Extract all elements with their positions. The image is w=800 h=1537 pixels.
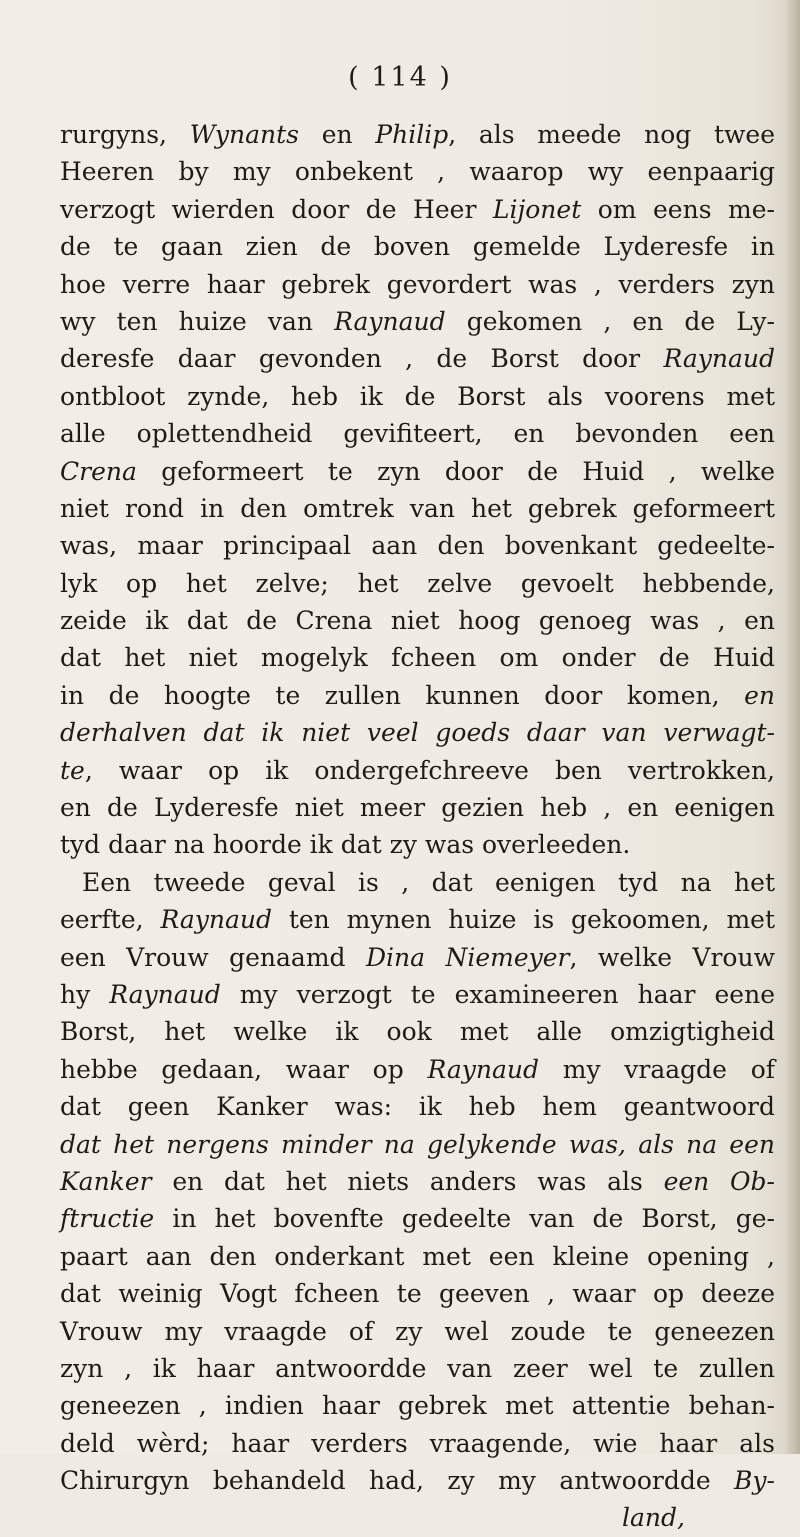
text-segment: my verzogt te examineeren haar eene bbox=[220, 979, 775, 1009]
text-line bbox=[60, 266, 775, 303]
text-segment: was, maar principaal aan den bovenkant gedeelte- bbox=[60, 531, 775, 561]
text-segment: geneezen , indien haar gebrek met attentie behan- bbox=[60, 1391, 775, 1421]
italic-text: Raynaud bbox=[109, 979, 221, 1009]
text-line bbox=[60, 228, 775, 265]
text-line bbox=[60, 565, 775, 602]
italic-text: Raynaud bbox=[160, 905, 272, 935]
text-line bbox=[60, 976, 775, 1013]
italic-text: Lijonet bbox=[492, 194, 582, 224]
text-line bbox=[60, 864, 775, 901]
text-segment: dat geen Kanker was: ik heb hem geantwoord bbox=[60, 1092, 775, 1122]
text-segment: de te gaan zien de boven gemelde Lyderesfe in bbox=[60, 232, 775, 262]
text-segment: om eens me- bbox=[581, 194, 775, 224]
text-segment: paart aan den onderkant met een kleine opening , bbox=[60, 1241, 775, 1271]
italic-text: Crena bbox=[60, 456, 137, 486]
text-line bbox=[60, 1275, 775, 1312]
text-line bbox=[60, 191, 775, 228]
text-segment: tyd daar na hoorde ik dat zy was overleeden. bbox=[60, 830, 631, 860]
text-segment: en dat het niets anders was als bbox=[151, 1166, 664, 1196]
text-line bbox=[60, 1425, 775, 1462]
text-line bbox=[60, 1200, 775, 1237]
text-segment: deresfe daar gevonden , de Borst door bbox=[60, 344, 664, 374]
text-line bbox=[60, 1462, 775, 1499]
text-line bbox=[60, 153, 775, 190]
text-segment: Chirurgyn behandeld had, zy my antwoordde bbox=[60, 1466, 735, 1496]
text-line bbox=[60, 415, 775, 452]
text-segment: verzogt wierden door de Heer bbox=[60, 194, 493, 224]
text-segment: gekomen , en de Ly- bbox=[445, 306, 775, 336]
text-segment: lyk op het zelve; het zelve gevoelt hebbende, bbox=[60, 568, 775, 598]
italic-text: Raynaud bbox=[663, 344, 775, 374]
italic-text: Raynaud bbox=[334, 306, 446, 336]
text-segment: in het bovenfte gedeelte van de Borst, ge- bbox=[154, 1204, 775, 1234]
text-segment: niet rond in den omtrek van het gebrek geformeert bbox=[60, 493, 775, 523]
italic-text: Raynaud bbox=[427, 1054, 540, 1084]
text-line bbox=[60, 677, 775, 714]
body-text bbox=[60, 116, 775, 1537]
italic-text: en bbox=[744, 680, 775, 710]
text-line bbox=[60, 527, 775, 564]
text-segment: ten mynen huize is gekoomen, met bbox=[271, 905, 775, 935]
text-segment: dat weinig Vogt fcheen te geeven , waar op deeze bbox=[60, 1279, 775, 1309]
text-segment: ontbloot zynde, heb ik de Borst als voorens met bbox=[60, 381, 775, 411]
text-line bbox=[60, 1163, 775, 1200]
italic-text: ftructie bbox=[60, 1204, 155, 1234]
page-number: ( 114 ) bbox=[348, 62, 452, 93]
italic-text: Philip bbox=[375, 120, 449, 149]
text-segment: in de hoogte te zullen kunnen door komen, bbox=[60, 680, 745, 710]
text-segment: en de Lyderesfe niet meer gezien heb , en eenigen bbox=[60, 793, 775, 823]
text-line bbox=[60, 602, 775, 639]
text-segment: geformeert te zyn door de Huid , welke bbox=[136, 456, 775, 486]
text-line bbox=[60, 340, 775, 377]
text-segment: wy ten huize van bbox=[60, 306, 335, 336]
text-segment: Een tweede geval is , dat eenigen tyd na het bbox=[82, 867, 775, 897]
text-line bbox=[60, 939, 775, 976]
page-edge bbox=[784, 0, 800, 1454]
italic-text: Kanker bbox=[60, 1166, 152, 1196]
text-segment: dat het niet mogelyk fcheen om onder de Huid bbox=[60, 643, 775, 673]
text-segment: my vraagde of bbox=[539, 1054, 775, 1084]
text-line bbox=[60, 1387, 775, 1424]
text-segment: deld wèrd; haar verders vraagende, wie haar als bbox=[60, 1428, 775, 1458]
text-segment: een Vrouw genaamd bbox=[60, 942, 366, 972]
text-segment: , als meede nog twee bbox=[448, 120, 775, 149]
italic-text: By- bbox=[734, 1466, 775, 1496]
italic-text: land, bbox=[622, 1503, 685, 1533]
text-segment: Vrouw my vraagde of zy wel zoude te geneezen bbox=[60, 1316, 775, 1346]
text-segment: en bbox=[298, 120, 376, 149]
text-line bbox=[60, 116, 775, 153]
text-segment: eerfte, bbox=[60, 905, 161, 935]
text-segment: alle oplettendheid gevifiteert, en bevonden een bbox=[60, 419, 775, 449]
text-line bbox=[60, 1013, 775, 1050]
text-segment: , waar op ik ondergefchreeve ben vertrokken, bbox=[84, 755, 775, 785]
italic-text: Dina Niemeyer bbox=[365, 942, 570, 972]
text-line bbox=[60, 1499, 775, 1536]
text-line bbox=[60, 639, 775, 676]
text-line bbox=[60, 453, 775, 490]
italic-text: een Ob- bbox=[663, 1166, 775, 1196]
text-segment: zeide ik dat de Crena niet hoog genoeg was , en bbox=[60, 606, 775, 636]
text-line bbox=[60, 1051, 775, 1088]
text-line bbox=[60, 826, 775, 863]
text-segment: rurgyns, bbox=[60, 120, 190, 149]
text-segment: hebbe gedaan, waar op bbox=[60, 1054, 428, 1084]
text-line bbox=[60, 378, 775, 415]
text-line bbox=[60, 752, 775, 789]
text-line bbox=[60, 714, 775, 751]
text-line bbox=[60, 1088, 775, 1125]
text-segment: Borst, het welke ik ook met alle omzigtigheid bbox=[60, 1017, 775, 1047]
text-line bbox=[60, 1238, 775, 1275]
italic-text: te bbox=[60, 755, 85, 785]
text-line bbox=[60, 789, 775, 826]
text-line bbox=[60, 1126, 775, 1163]
text-line bbox=[60, 1350, 775, 1387]
text-segment: , welke Vrouw bbox=[569, 942, 775, 972]
text-segment: Heeren by my onbekent , waarop wy eenpaarig bbox=[60, 157, 775, 187]
text-line bbox=[60, 1313, 775, 1350]
text-segment: zyn , ik haar antwoordde van zeer wel te zullen bbox=[60, 1353, 775, 1383]
italic-text: Wynants bbox=[189, 120, 299, 149]
text-segment: hoe verre haar gebrek gevordert was , verders zyn bbox=[60, 269, 775, 299]
text-line bbox=[60, 490, 775, 527]
text-segment: hy bbox=[60, 979, 110, 1009]
italic-text: dat het nergens minder na gelykende was, als na een bbox=[60, 1129, 775, 1159]
text-line bbox=[60, 901, 775, 938]
italic-text: derhalven dat ik niet veel goeds daar van verwagt- bbox=[60, 718, 775, 748]
text-line bbox=[60, 303, 775, 340]
